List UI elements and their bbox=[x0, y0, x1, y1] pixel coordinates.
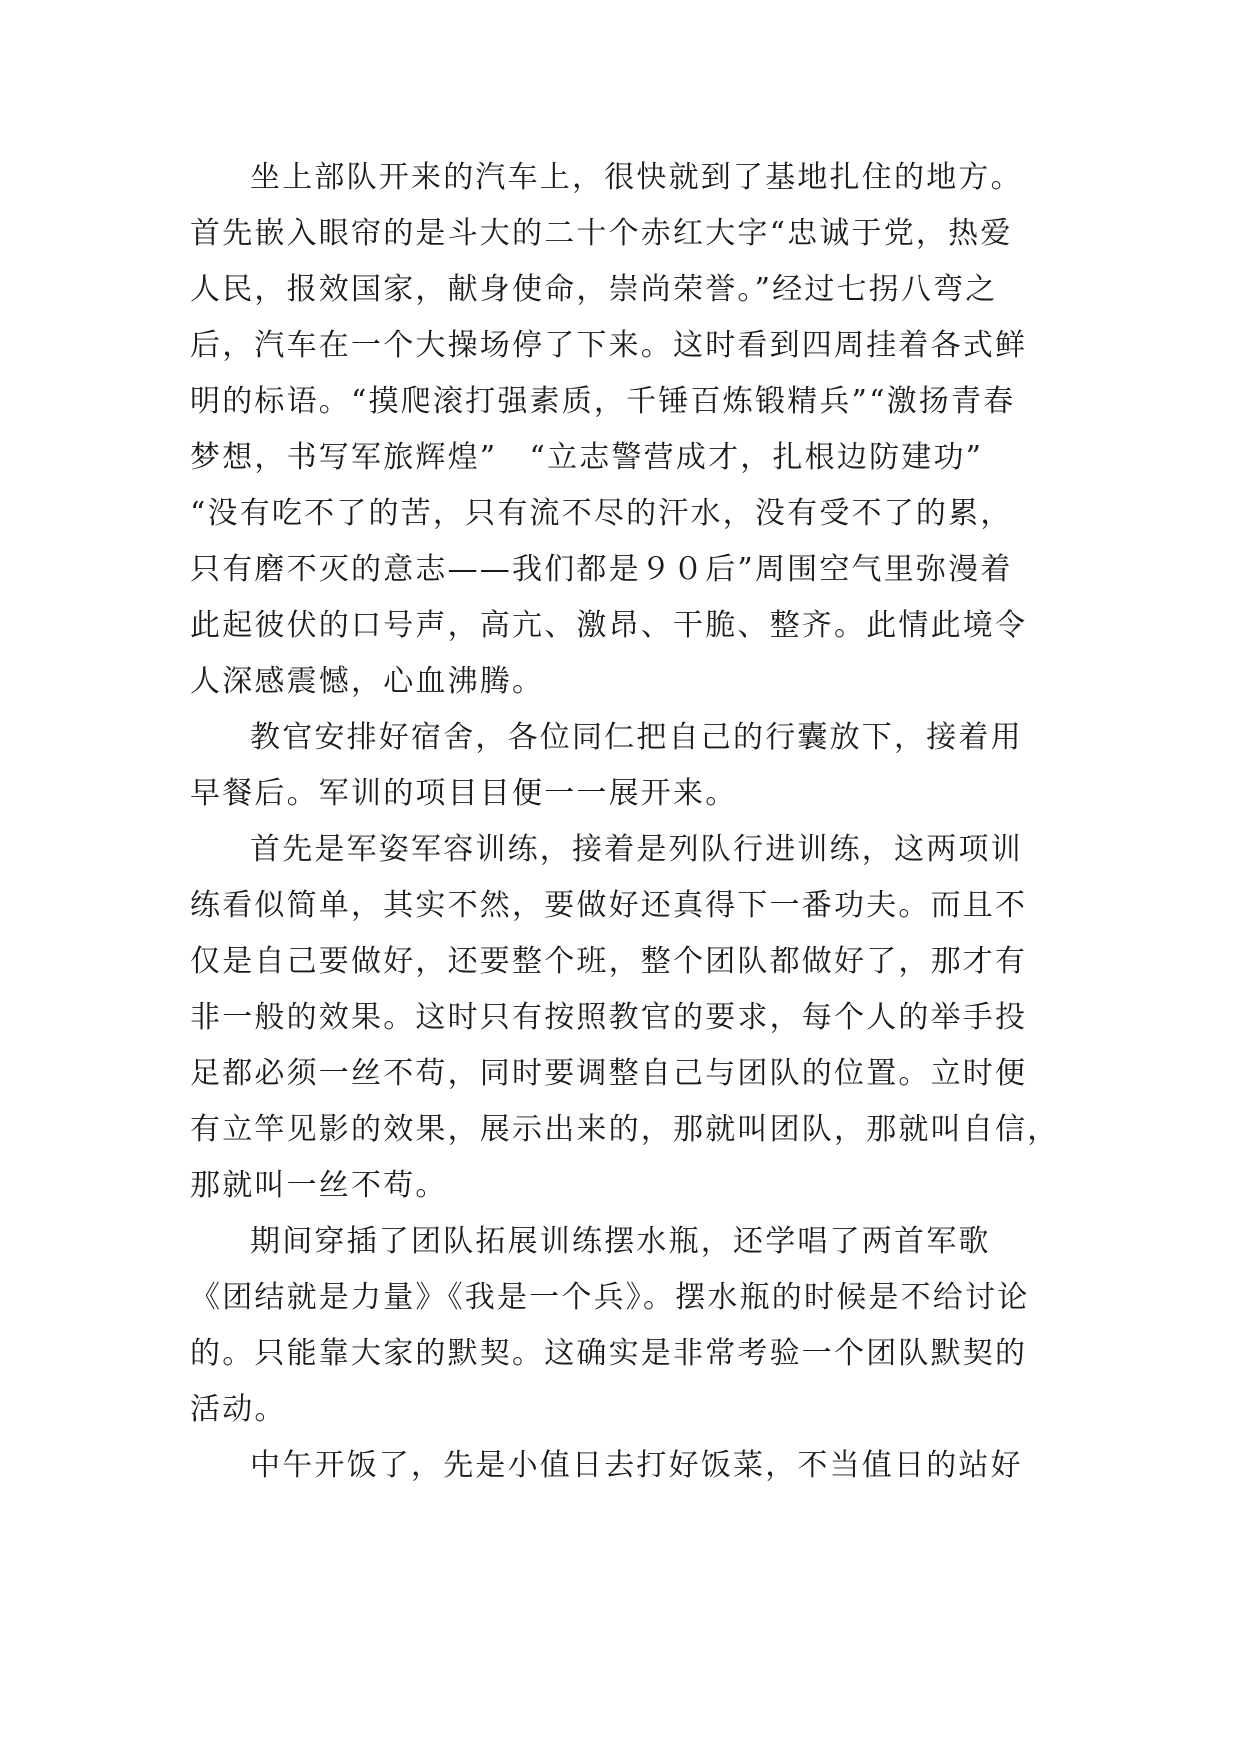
text-line: 只有磨不灭的意志——我们都是９０后”周围空气里弥漫着 bbox=[190, 552, 1013, 587]
text-line: 早餐后。军训的项目目便一一展开来。 bbox=[190, 776, 738, 811]
text-line: 首先是军姿军容训练，接着是列队行进训练，这两项训 bbox=[250, 832, 1023, 867]
text-line: 有立竿见影的效果，展示出来的，那就叫团队，那就叫自信， bbox=[190, 1112, 1060, 1147]
text-line: 梦想，书写军旅辉煌” “立志警营成才，扎根边防建功” bbox=[190, 440, 984, 475]
text-line: 人深感震憾，心血沸腾。 bbox=[190, 664, 545, 699]
text-line: 中午开饭了，先是小值日去打好饭菜，不当值日的站好 bbox=[250, 1448, 1023, 1483]
text-line: 明的标语。“摸爬滚打强素质，千锤百炼锻精兵”“激扬青春 bbox=[190, 384, 1016, 419]
text-line: 《团结就是力量》《我是一个兵》。摆水瓶的时候是不给讨论 bbox=[190, 1280, 1030, 1315]
text-line: 教官安排好宿舍，各位同仁把自己的行囊放下，接着用 bbox=[250, 720, 1023, 755]
text-line: 坐上部队开来的汽车上，很快就到了基地扎住的地方。 bbox=[250, 160, 1023, 195]
text-line: 人民，报效国家，献身使命，崇尚荣誉。”经过七拐八弯之 bbox=[190, 272, 998, 307]
text-line: 后，汽车在一个大操场停了下来。这时看到四周挂着各式鲜 bbox=[190, 328, 1028, 363]
text-line: 非一般的效果。这时只有按照教官的要求，每个人的举手投 bbox=[190, 1000, 1028, 1035]
text-line: 的。只能靠大家的默契。这确实是非常考验一个团队默契的 bbox=[190, 1336, 1028, 1371]
text-line: 首先嵌入眼帘的是斗大的二十个赤红大字“忠诚于党，热爱 bbox=[190, 216, 1013, 251]
text-line: “没有吃不了的苦，只有流不尽的汗水，没有受不了的累， bbox=[190, 496, 1013, 531]
text-line: 期间穿插了团队拓展训练摆水瓶，还学唱了两首军歌 bbox=[250, 1224, 991, 1259]
text-line: 活动。 bbox=[190, 1392, 287, 1427]
text-line: 此起彼伏的口号声，高亢、激昂、干脆、整齐。此情此境令 bbox=[190, 608, 1028, 643]
text-line: 仅是自己要做好，还要整个班，整个团队都做好了，那才有 bbox=[190, 944, 1028, 979]
text-line: 练看似简单，其实不然，要做好还真得下一番功夫。而且不 bbox=[190, 888, 1028, 923]
text-line: 那就叫一丝不苟。 bbox=[190, 1168, 448, 1203]
text-line: 足都必须一丝不苟，同时要调整自己与团队的位置。立时便 bbox=[190, 1056, 1028, 1091]
